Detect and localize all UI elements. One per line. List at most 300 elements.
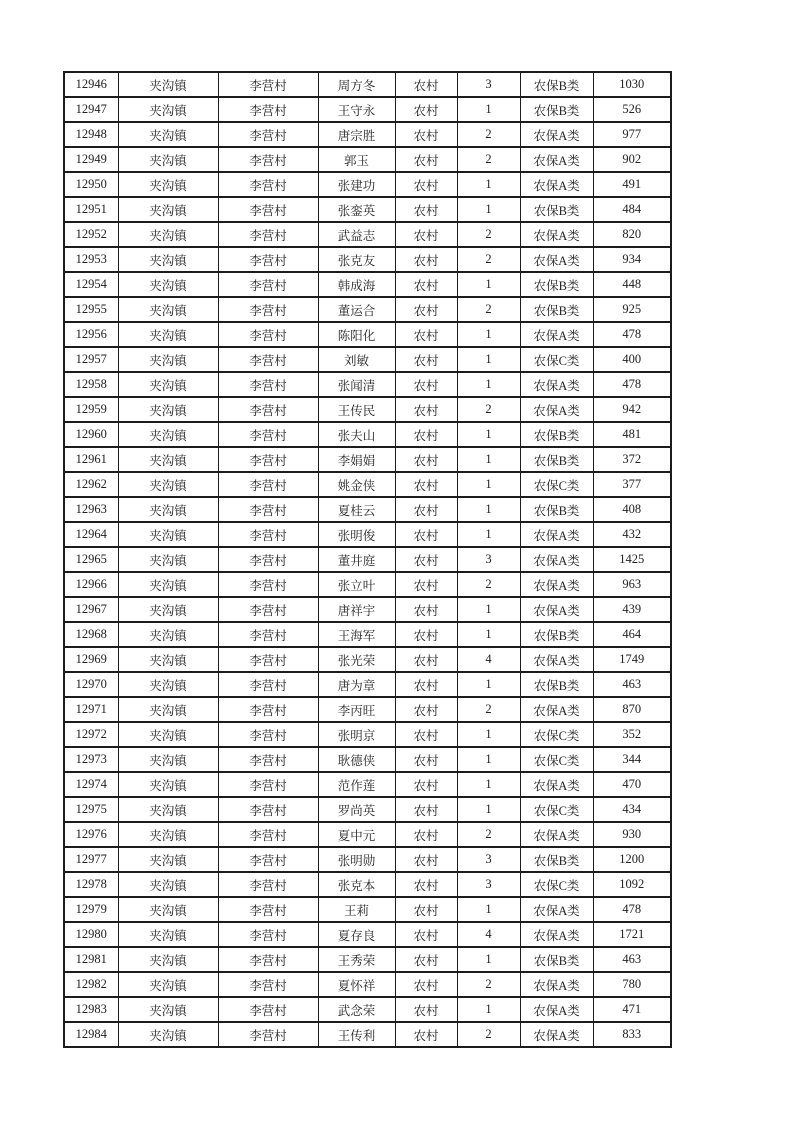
cell-person-count: 2 xyxy=(457,247,520,272)
cell-record-id: 12958 xyxy=(64,372,118,397)
cell-person-count: 1 xyxy=(457,447,520,472)
cell-person-count: 1 xyxy=(457,622,520,647)
cell-person-count: 1 xyxy=(457,472,520,497)
cell-amount: 463 xyxy=(593,672,671,697)
cell-village: 李营村 xyxy=(218,322,318,347)
cell-amount: 780 xyxy=(593,972,671,997)
cell-residence-type: 农村 xyxy=(395,147,457,172)
cell-town: 夹沟镇 xyxy=(118,347,218,372)
cell-insurance-class: 农保A类 xyxy=(520,522,593,547)
cell-person-count: 3 xyxy=(457,847,520,872)
cell-amount: 1200 xyxy=(593,847,671,872)
cell-person-count: 3 xyxy=(457,547,520,572)
cell-amount: 408 xyxy=(593,497,671,522)
cell-residence-type: 农村 xyxy=(395,172,457,197)
cell-record-id: 12952 xyxy=(64,222,118,247)
cell-insurance-class: 农保B类 xyxy=(520,97,593,122)
cell-record-id: 12970 xyxy=(64,672,118,697)
cell-amount: 526 xyxy=(593,97,671,122)
cell-record-id: 12971 xyxy=(64,697,118,722)
cell-town: 夹沟镇 xyxy=(118,597,218,622)
table-row xyxy=(64,722,671,747)
cell-record-id: 12951 xyxy=(64,197,118,222)
cell-amount: 491 xyxy=(593,172,671,197)
cell-insurance-class: 农保A类 xyxy=(520,397,593,422)
cell-record-id: 12962 xyxy=(64,472,118,497)
cell-village: 李营村 xyxy=(218,272,318,297)
cell-town: 夹沟镇 xyxy=(118,472,218,497)
cell-record-id: 12963 xyxy=(64,497,118,522)
cell-insurance-class: 农保A类 xyxy=(520,147,593,172)
cell-person-count: 2 xyxy=(457,572,520,597)
cell-town: 夹沟镇 xyxy=(118,647,218,672)
cell-insurance-class: 农保B类 xyxy=(520,422,593,447)
cell-town: 夹沟镇 xyxy=(118,247,218,272)
cell-person-name: 王守永 xyxy=(318,97,395,122)
cell-record-id: 12973 xyxy=(64,747,118,772)
table-row xyxy=(64,1022,671,1047)
cell-village: 李营村 xyxy=(218,372,318,397)
cell-residence-type: 农村 xyxy=(395,922,457,947)
cell-amount: 439 xyxy=(593,597,671,622)
cell-town: 夹沟镇 xyxy=(118,1022,218,1047)
cell-person-count: 1 xyxy=(457,97,520,122)
cell-amount: 478 xyxy=(593,897,671,922)
cell-person-name: 张克本 xyxy=(318,872,395,897)
table-row xyxy=(64,372,671,397)
cell-residence-type: 农村 xyxy=(395,972,457,997)
cell-town: 夹沟镇 xyxy=(118,397,218,422)
cell-person-name: 王传利 xyxy=(318,1022,395,1047)
cell-amount: 934 xyxy=(593,247,671,272)
cell-amount: 434 xyxy=(593,797,671,822)
cell-village: 李营村 xyxy=(218,347,318,372)
cell-residence-type: 农村 xyxy=(395,472,457,497)
cell-town: 夹沟镇 xyxy=(118,522,218,547)
cell-town: 夹沟镇 xyxy=(118,72,218,97)
cell-town: 夹沟镇 xyxy=(118,797,218,822)
cell-insurance-class: 农保A类 xyxy=(520,222,593,247)
cell-record-id: 12966 xyxy=(64,572,118,597)
cell-town: 夹沟镇 xyxy=(118,747,218,772)
cell-village: 李营村 xyxy=(218,422,318,447)
cell-amount: 448 xyxy=(593,272,671,297)
cell-person-name: 张光荣 xyxy=(318,647,395,672)
cell-record-id: 12968 xyxy=(64,622,118,647)
cell-residence-type: 农村 xyxy=(395,122,457,147)
cell-record-id: 12950 xyxy=(64,172,118,197)
cell-village: 李营村 xyxy=(218,847,318,872)
cell-record-id: 12975 xyxy=(64,797,118,822)
cell-record-id: 12961 xyxy=(64,447,118,472)
cell-insurance-class: 农保B类 xyxy=(520,197,593,222)
cell-person-name: 姚金侠 xyxy=(318,472,395,497)
cell-town: 夹沟镇 xyxy=(118,322,218,347)
table-row xyxy=(64,122,671,147)
table-row xyxy=(64,197,671,222)
table-row xyxy=(64,447,671,472)
cell-person-count: 2 xyxy=(457,697,520,722)
cell-record-id: 12967 xyxy=(64,597,118,622)
cell-amount: 1425 xyxy=(593,547,671,572)
cell-village: 李营村 xyxy=(218,647,318,672)
cell-person-count: 2 xyxy=(457,972,520,997)
table-row xyxy=(64,72,671,97)
cell-amount: 1749 xyxy=(593,647,671,672)
cell-insurance-class: 农保B类 xyxy=(520,497,593,522)
cell-town: 夹沟镇 xyxy=(118,972,218,997)
cell-insurance-class: 农保C类 xyxy=(520,872,593,897)
cell-person-name: 张明勋 xyxy=(318,847,395,872)
cell-person-count: 1 xyxy=(457,522,520,547)
cell-village: 李营村 xyxy=(218,97,318,122)
cell-amount: 930 xyxy=(593,822,671,847)
cell-record-id: 12946 xyxy=(64,72,118,97)
cell-person-count: 1 xyxy=(457,497,520,522)
cell-amount: 478 xyxy=(593,372,671,397)
cell-village: 李营村 xyxy=(218,822,318,847)
cell-insurance-class: 农保C类 xyxy=(520,472,593,497)
cell-residence-type: 农村 xyxy=(395,322,457,347)
cell-village: 李营村 xyxy=(218,122,318,147)
table-row xyxy=(64,347,671,372)
cell-residence-type: 农村 xyxy=(395,547,457,572)
cell-person-name: 武念荣 xyxy=(318,997,395,1022)
table-row xyxy=(64,247,671,272)
cell-residence-type: 农村 xyxy=(395,572,457,597)
table-row xyxy=(64,697,671,722)
cell-record-id: 12957 xyxy=(64,347,118,372)
cell-person-count: 1 xyxy=(457,722,520,747)
cell-person-count: 1 xyxy=(457,372,520,397)
cell-person-name: 夏中元 xyxy=(318,822,395,847)
cell-village: 李营村 xyxy=(218,447,318,472)
cell-person-name: 刘敏 xyxy=(318,347,395,372)
cell-insurance-class: 农保A类 xyxy=(520,247,593,272)
cell-amount: 1092 xyxy=(593,872,671,897)
cell-record-id: 12972 xyxy=(64,722,118,747)
table-row xyxy=(64,897,671,922)
records-table xyxy=(63,71,672,1048)
cell-amount: 377 xyxy=(593,472,671,497)
cell-village: 李营村 xyxy=(218,897,318,922)
cell-village: 李营村 xyxy=(218,197,318,222)
cell-record-id: 12948 xyxy=(64,122,118,147)
cell-amount: 925 xyxy=(593,297,671,322)
cell-person-name: 王莉 xyxy=(318,897,395,922)
cell-amount: 833 xyxy=(593,1022,671,1047)
table-row xyxy=(64,297,671,322)
cell-insurance-class: 农保A类 xyxy=(520,547,593,572)
cell-person-count: 1 xyxy=(457,347,520,372)
cell-person-name: 李娟娟 xyxy=(318,447,395,472)
cell-person-count: 2 xyxy=(457,1022,520,1047)
cell-town: 夹沟镇 xyxy=(118,997,218,1022)
cell-town: 夹沟镇 xyxy=(118,622,218,647)
cell-record-id: 12954 xyxy=(64,272,118,297)
cell-residence-type: 农村 xyxy=(395,422,457,447)
cell-insurance-class: 农保A类 xyxy=(520,972,593,997)
cell-insurance-class: 农保A类 xyxy=(520,572,593,597)
cell-person-count: 1 xyxy=(457,897,520,922)
cell-residence-type: 农村 xyxy=(395,747,457,772)
cell-insurance-class: 农保A类 xyxy=(520,122,593,147)
cell-record-id: 12983 xyxy=(64,997,118,1022)
cell-record-id: 12947 xyxy=(64,97,118,122)
cell-record-id: 12980 xyxy=(64,922,118,947)
table-row xyxy=(64,172,671,197)
cell-amount: 372 xyxy=(593,447,671,472)
cell-record-id: 12965 xyxy=(64,547,118,572)
cell-record-id: 12949 xyxy=(64,147,118,172)
table-row xyxy=(64,822,671,847)
cell-village: 李营村 xyxy=(218,572,318,597)
cell-residence-type: 农村 xyxy=(395,622,457,647)
cell-amount: 344 xyxy=(593,747,671,772)
cell-insurance-class: 农保A类 xyxy=(520,997,593,1022)
cell-residence-type: 农村 xyxy=(395,822,457,847)
cell-insurance-class: 农保B类 xyxy=(520,297,593,322)
cell-insurance-class: 农保C类 xyxy=(520,797,593,822)
cell-amount: 820 xyxy=(593,222,671,247)
cell-town: 夹沟镇 xyxy=(118,697,218,722)
cell-insurance-class: 农保B类 xyxy=(520,622,593,647)
cell-village: 李营村 xyxy=(218,72,318,97)
table-row xyxy=(64,972,671,997)
cell-person-name: 张明京 xyxy=(318,722,395,747)
cell-person-count: 1 xyxy=(457,597,520,622)
cell-person-name: 郭玉 xyxy=(318,147,395,172)
table-row xyxy=(64,397,671,422)
cell-record-id: 12956 xyxy=(64,322,118,347)
cell-person-count: 1 xyxy=(457,272,520,297)
cell-town: 夹沟镇 xyxy=(118,122,218,147)
cell-person-count: 1 xyxy=(457,422,520,447)
cell-town: 夹沟镇 xyxy=(118,147,218,172)
cell-person-name: 王秀荣 xyxy=(318,947,395,972)
cell-amount: 977 xyxy=(593,122,671,147)
cell-record-id: 12959 xyxy=(64,397,118,422)
cell-residence-type: 农村 xyxy=(395,397,457,422)
cell-amount: 471 xyxy=(593,997,671,1022)
cell-record-id: 12976 xyxy=(64,822,118,847)
cell-insurance-class: 农保A类 xyxy=(520,372,593,397)
table-row xyxy=(64,222,671,247)
cell-person-name: 张明俊 xyxy=(318,522,395,547)
table-row xyxy=(64,872,671,897)
cell-record-id: 12979 xyxy=(64,897,118,922)
table-row xyxy=(64,772,671,797)
cell-residence-type: 农村 xyxy=(395,597,457,622)
cell-town: 夹沟镇 xyxy=(118,672,218,697)
table-row xyxy=(64,147,671,172)
cell-person-count: 2 xyxy=(457,122,520,147)
cell-village: 李营村 xyxy=(218,1022,318,1047)
cell-residence-type: 农村 xyxy=(395,772,457,797)
cell-amount: 464 xyxy=(593,622,671,647)
cell-amount: 1030 xyxy=(593,72,671,97)
cell-village: 李营村 xyxy=(218,997,318,1022)
cell-amount: 478 xyxy=(593,322,671,347)
cell-residence-type: 农村 xyxy=(395,947,457,972)
cell-person-count: 2 xyxy=(457,822,520,847)
cell-residence-type: 农村 xyxy=(395,197,457,222)
cell-town: 夹沟镇 xyxy=(118,272,218,297)
cell-insurance-class: 农保A类 xyxy=(520,1022,593,1047)
cell-person-name: 董井庭 xyxy=(318,547,395,572)
cell-residence-type: 农村 xyxy=(395,997,457,1022)
table-row xyxy=(64,497,671,522)
cell-person-count: 1 xyxy=(457,197,520,222)
cell-person-count: 1 xyxy=(457,322,520,347)
table-row xyxy=(64,522,671,547)
cell-insurance-class: 农保B类 xyxy=(520,847,593,872)
cell-insurance-class: 农保A类 xyxy=(520,897,593,922)
cell-village: 李营村 xyxy=(218,922,318,947)
cell-record-id: 12982 xyxy=(64,972,118,997)
cell-village: 李营村 xyxy=(218,522,318,547)
cell-residence-type: 农村 xyxy=(395,222,457,247)
cell-person-name: 唐为章 xyxy=(318,672,395,697)
cell-record-id: 12969 xyxy=(64,647,118,672)
cell-residence-type: 农村 xyxy=(395,1022,457,1047)
cell-record-id: 12955 xyxy=(64,297,118,322)
cell-person-count: 1 xyxy=(457,772,520,797)
cell-person-name: 唐宗胜 xyxy=(318,122,395,147)
cell-residence-type: 农村 xyxy=(395,672,457,697)
cell-insurance-class: 农保B类 xyxy=(520,72,593,97)
cell-amount: 463 xyxy=(593,947,671,972)
cell-person-count: 2 xyxy=(457,297,520,322)
cell-town: 夹沟镇 xyxy=(118,97,218,122)
cell-amount: 902 xyxy=(593,147,671,172)
cell-person-count: 2 xyxy=(457,222,520,247)
table-row xyxy=(64,547,671,572)
table-row xyxy=(64,472,671,497)
cell-town: 夹沟镇 xyxy=(118,572,218,597)
cell-insurance-class: 农保C类 xyxy=(520,722,593,747)
cell-amount: 352 xyxy=(593,722,671,747)
cell-person-name: 周方冬 xyxy=(318,72,395,97)
cell-residence-type: 农村 xyxy=(395,872,457,897)
cell-town: 夹沟镇 xyxy=(118,872,218,897)
cell-person-name: 张克友 xyxy=(318,247,395,272)
cell-person-name: 张銮英 xyxy=(318,197,395,222)
cell-town: 夹沟镇 xyxy=(118,722,218,747)
cell-village: 李营村 xyxy=(218,622,318,647)
cell-person-name: 王传民 xyxy=(318,397,395,422)
cell-record-id: 12984 xyxy=(64,1022,118,1047)
cell-person-name: 陈阳化 xyxy=(318,322,395,347)
cell-person-count: 2 xyxy=(457,147,520,172)
cell-residence-type: 农村 xyxy=(395,697,457,722)
cell-record-id: 12974 xyxy=(64,772,118,797)
cell-insurance-class: 农保A类 xyxy=(520,322,593,347)
table-row xyxy=(64,422,671,447)
cell-residence-type: 农村 xyxy=(395,447,457,472)
cell-person-count: 1 xyxy=(457,747,520,772)
cell-village: 李营村 xyxy=(218,697,318,722)
cell-person-count: 1 xyxy=(457,947,520,972)
cell-residence-type: 农村 xyxy=(395,647,457,672)
cell-person-name: 李丙旺 xyxy=(318,697,395,722)
cell-insurance-class: 农保B类 xyxy=(520,272,593,297)
cell-town: 夹沟镇 xyxy=(118,222,218,247)
cell-insurance-class: 农保A类 xyxy=(520,597,593,622)
cell-record-id: 12981 xyxy=(64,947,118,972)
cell-person-count: 4 xyxy=(457,647,520,672)
cell-town: 夹沟镇 xyxy=(118,897,218,922)
cell-village: 李营村 xyxy=(218,397,318,422)
table-row xyxy=(64,597,671,622)
cell-person-count: 4 xyxy=(457,922,520,947)
cell-person-name: 耿德侠 xyxy=(318,747,395,772)
cell-person-count: 3 xyxy=(457,72,520,97)
cell-record-id: 12960 xyxy=(64,422,118,447)
cell-residence-type: 农村 xyxy=(395,797,457,822)
cell-insurance-class: 农保A类 xyxy=(520,822,593,847)
table-row xyxy=(64,572,671,597)
cell-amount: 942 xyxy=(593,397,671,422)
records-table-body xyxy=(64,72,671,1047)
cell-insurance-class: 农保B类 xyxy=(520,672,593,697)
cell-record-id: 12964 xyxy=(64,522,118,547)
cell-town: 夹沟镇 xyxy=(118,947,218,972)
cell-insurance-class: 农保B类 xyxy=(520,947,593,972)
cell-village: 李营村 xyxy=(218,247,318,272)
cell-person-name: 夏怀祥 xyxy=(318,972,395,997)
cell-town: 夹沟镇 xyxy=(118,372,218,397)
cell-person-name: 张建功 xyxy=(318,172,395,197)
cell-village: 李营村 xyxy=(218,497,318,522)
table-row xyxy=(64,997,671,1022)
cell-person-name: 武益志 xyxy=(318,222,395,247)
cell-insurance-class: 农保A类 xyxy=(520,922,593,947)
cell-person-name: 张夫山 xyxy=(318,422,395,447)
cell-town: 夹沟镇 xyxy=(118,422,218,447)
cell-amount: 400 xyxy=(593,347,671,372)
table-row xyxy=(64,947,671,972)
cell-village: 李营村 xyxy=(218,947,318,972)
cell-town: 夹沟镇 xyxy=(118,822,218,847)
cell-residence-type: 农村 xyxy=(395,72,457,97)
cell-village: 李营村 xyxy=(218,672,318,697)
cell-town: 夹沟镇 xyxy=(118,547,218,572)
cell-residence-type: 农村 xyxy=(395,522,457,547)
table-row xyxy=(64,647,671,672)
table-row xyxy=(64,747,671,772)
cell-record-id: 12978 xyxy=(64,872,118,897)
cell-village: 李营村 xyxy=(218,297,318,322)
cell-village: 李营村 xyxy=(218,472,318,497)
cell-record-id: 12953 xyxy=(64,247,118,272)
cell-village: 李营村 xyxy=(218,872,318,897)
cell-person-name: 夏存良 xyxy=(318,922,395,947)
cell-village: 李营村 xyxy=(218,597,318,622)
cell-person-count: 1 xyxy=(457,172,520,197)
cell-amount: 470 xyxy=(593,772,671,797)
cell-amount: 432 xyxy=(593,522,671,547)
cell-village: 李营村 xyxy=(218,772,318,797)
cell-town: 夹沟镇 xyxy=(118,447,218,472)
cell-person-count: 1 xyxy=(457,797,520,822)
table-row xyxy=(64,322,671,347)
cell-village: 李营村 xyxy=(218,972,318,997)
cell-village: 李营村 xyxy=(218,797,318,822)
cell-person-name: 张闻清 xyxy=(318,372,395,397)
table-row xyxy=(64,922,671,947)
cell-village: 李营村 xyxy=(218,147,318,172)
